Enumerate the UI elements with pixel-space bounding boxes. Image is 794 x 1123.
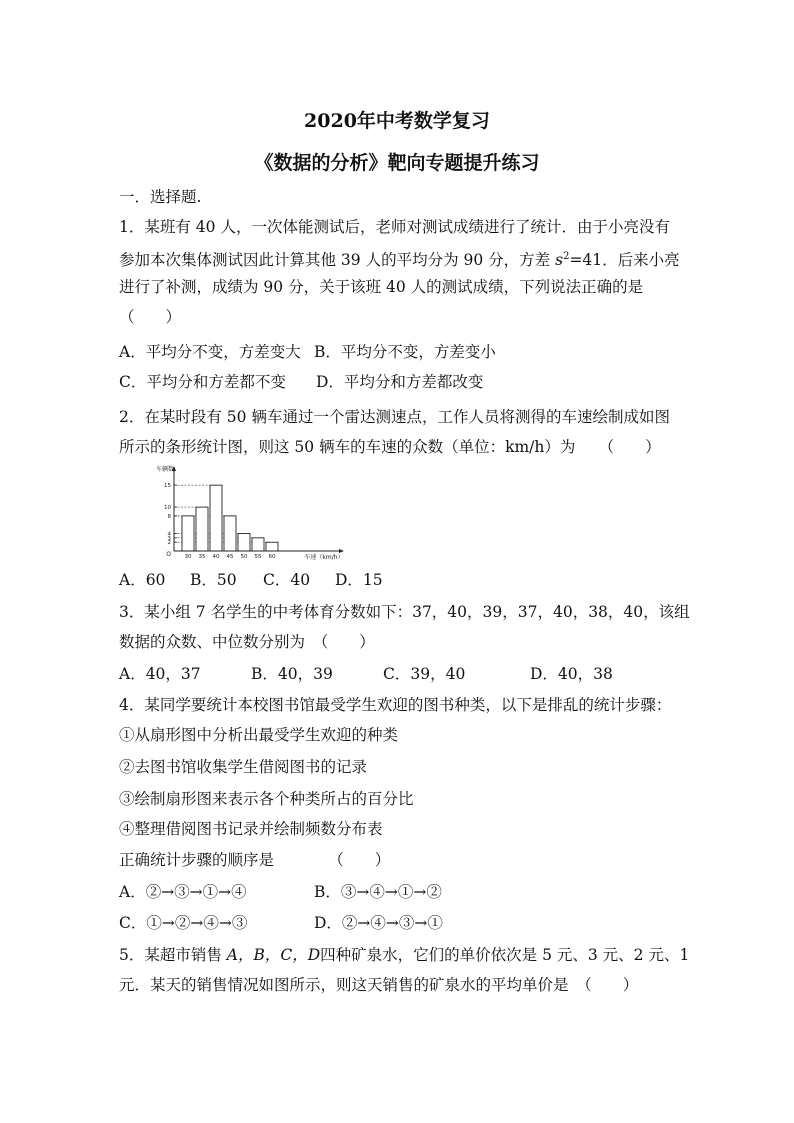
q1-option-b: B．平均分不变，方差变小 xyxy=(314,343,496,361)
bar xyxy=(252,538,264,551)
q5-line2: 元．某天的销售情况如图所示，则这天销售的矿泉水的平均单价是 （ ） xyxy=(119,976,639,994)
q1-line2-after: =41．后来小亮 xyxy=(569,251,680,270)
q1-option-a: A．平均分不变，方差变大 xyxy=(119,343,301,361)
bar xyxy=(224,516,236,551)
q4-option-a: A．②→③→①→④ xyxy=(119,883,247,901)
q4-line1: 4．某同学要统计本校图书馆最受学生欢迎的图书种类，以下是排乱的统计步骤： xyxy=(119,696,672,714)
q5-line1-end: 四种矿泉水，它们的单价依次是 5 元、3 元、2 元、1 xyxy=(320,946,690,964)
bar xyxy=(210,485,222,551)
q2-line2: 所示的条形统计图，则这 50 辆车的车速的众数（单位：km/h）为 （ ） xyxy=(119,438,661,456)
x-axis-arrow xyxy=(339,549,344,553)
bar xyxy=(182,516,194,551)
q3-option-b: B．40，39 xyxy=(251,665,333,683)
x-tick-label: 40 xyxy=(212,554,220,560)
x-tick-label: 60 xyxy=(268,554,276,560)
q5-line1 xyxy=(119,944,689,966)
chart-xlabel: 车速（km/h） xyxy=(304,554,344,561)
q5-line1-start: 5．某超市销售 xyxy=(119,946,227,964)
y-tick-label: 2 xyxy=(167,540,171,547)
document-subtitle: 《数据的分析》靶向专题提升练习 xyxy=(254,152,540,174)
q4-step2: ②去图书馆收集学生借阅图书的记录 xyxy=(119,758,368,776)
bar xyxy=(196,507,208,551)
q1-line1: 1．某班有 40 人，一次体能测试后，老师对测试成绩进行了统计．由于小亮没有 xyxy=(119,218,670,236)
q2-option-b: B．50 xyxy=(190,571,237,589)
q4-option-c: C．①→②→④→③ xyxy=(119,914,248,932)
q2-option-a: A．60 xyxy=(119,571,166,589)
chart-x-ticks xyxy=(185,554,276,560)
x-tick-label: 55 xyxy=(254,554,262,560)
x-tick-label: 35 xyxy=(198,554,206,560)
chart-ylabel: 车辆数 xyxy=(156,466,175,473)
x-tick-label: 45 xyxy=(226,554,234,560)
q1-line2 xyxy=(119,246,689,271)
x-tick-label: 50 xyxy=(240,554,248,560)
q1-variance-exponent: 2 xyxy=(563,251,570,262)
q4-option-d: D．②→④→③→① xyxy=(314,914,443,932)
q2-option-d: D．15 xyxy=(335,571,383,589)
section-heading: 一．选择题. xyxy=(119,188,202,206)
y-tick-label: 8 xyxy=(167,513,171,520)
q3-option-c: C．39，40 xyxy=(383,665,466,683)
q1-line2-before: 参加本次集体测试因此计算其他 39 人的平均分为 90 分，方差 xyxy=(119,251,556,270)
q4-step1: ①从扇形图中分析出最受学生欢迎的种类 xyxy=(119,726,399,744)
q3-option-d: D．40，38 xyxy=(530,665,613,683)
q1-option-d: D．平均分和方差都改变 xyxy=(316,373,484,391)
chart-origin-label: O xyxy=(166,551,171,558)
q2-option-c: C．40 xyxy=(263,571,311,589)
y-tick-label: 3 xyxy=(167,535,171,542)
q5-product-letters: A，B，C，D xyxy=(226,946,321,964)
q4-prompt: 正确统计步骤的顺序是 （ ） xyxy=(119,851,391,869)
chart-bars xyxy=(182,485,278,551)
y-tick-label: 10 xyxy=(164,505,171,512)
q3-option-a: A．40，37 xyxy=(119,665,201,683)
q2-line1: 2．在某时段有 50 辆车通过一个雷达测速点，工作人员将测得的车速绘制成如图 xyxy=(119,408,670,426)
document-title: 2020年中考数学复习 xyxy=(304,110,490,132)
q4-option-b: B．③→④→①→② xyxy=(314,883,442,901)
bar xyxy=(266,542,278,551)
bar xyxy=(238,533,250,551)
q1-answer-blank: （ ） xyxy=(119,308,182,326)
speed-bar-chart xyxy=(150,462,350,567)
y-tick-label: 15 xyxy=(164,483,171,490)
x-tick-label: 30 xyxy=(184,554,192,560)
q1-variance-symbol: s xyxy=(555,251,564,270)
q3-line2: 数据的众数、中位数分别为 （ ） xyxy=(119,633,375,651)
q1-option-c: C．平均分和方差都不变 xyxy=(119,373,286,391)
y-tick-label: 4 xyxy=(167,531,171,538)
q4-step3: ③绘制扇形图来表示各个种类所占的百分比 xyxy=(119,790,414,808)
q3-line1: 3．某小组 7 名学生的中考体育分数如下：37，40，39，37，40，38，40，该组 xyxy=(119,603,690,621)
chart-y-ticks xyxy=(164,483,177,546)
q4-step4: ④整理借阅图书记录并绘制频数分布表 xyxy=(119,820,383,838)
q1-line3: 进行了补测，成绩为 90 分，关于该班 40 人的测试成绩，下列说法正确的是 xyxy=(119,278,644,296)
